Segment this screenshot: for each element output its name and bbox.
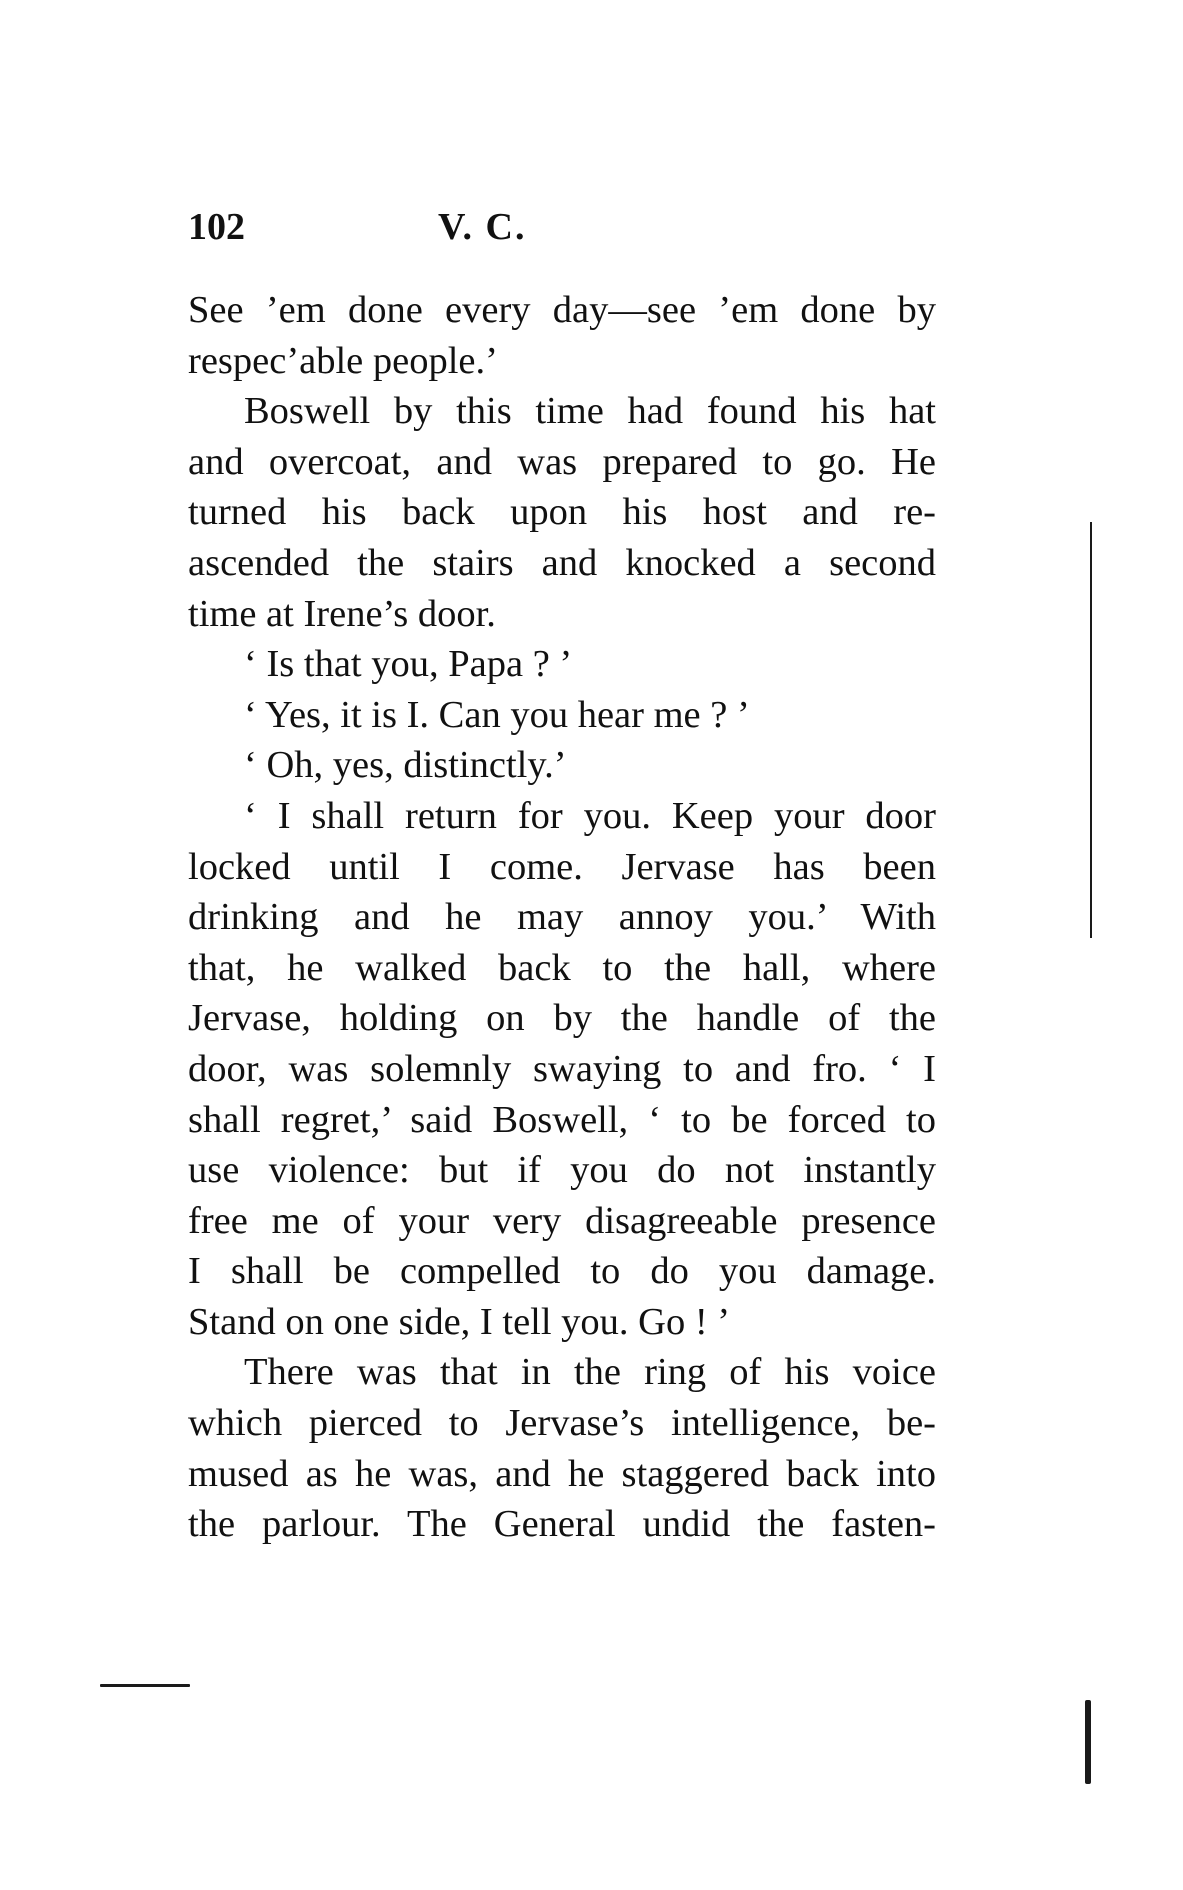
- margin-dash-mark: [100, 1684, 190, 1687]
- text-line: respec’able people.’: [188, 339, 498, 382]
- body-text: [188, 285, 936, 1550]
- page-header: [188, 205, 658, 255]
- text-line: mused as he was, and he staggered back into: [188, 1452, 936, 1495]
- text-line: turned his back upon his host and re-: [188, 491, 936, 534]
- text-line: ‘ I shall return for you. Keep your door: [244, 794, 936, 837]
- text-line: ascended the stairs and knocked a second: [188, 541, 936, 584]
- text-line: free me of your very disagreeable presence: [188, 1199, 936, 1242]
- text-line: There was that in the ring of his voice: [244, 1351, 936, 1394]
- text-line: See ’em done every day—see ’em done by: [188, 289, 936, 331]
- text-line: and overcoat, and was prepared to go. He: [188, 440, 936, 483]
- text-line: locked until I come. Jervase has been: [188, 845, 936, 888]
- text-line: Jervase, holding on by the handle of the: [188, 997, 936, 1040]
- text-line: ‘ Oh, yes, distinctly.’: [244, 744, 567, 787]
- text-line: ‘ Yes, it is I. Can you hear me ? ’: [244, 693, 750, 736]
- margin-bar-mark: [1085, 1700, 1091, 1784]
- text-line: use violence: but if you do not instantly: [188, 1149, 936, 1192]
- text-line: drinking and he may annoy you.’ With: [188, 896, 936, 939]
- text-line: door, was solemnly swaying to and fro. ‘ I: [188, 1047, 936, 1090]
- text-line: that, he walked back to the hall, where: [188, 946, 936, 989]
- running-title: V. C.: [438, 206, 527, 248]
- text-line: Boswell by this time had found his hat: [244, 390, 936, 433]
- text-line: which pierced to Jervase’s intelligence, be-: [188, 1402, 936, 1445]
- text-line: ‘ Is that you, Papa ? ’: [244, 643, 573, 686]
- text-line: I shall be compelled to do you damage.: [188, 1250, 936, 1293]
- page-number: 102: [188, 206, 245, 248]
- text-line: shall regret,’ said Boswell, ‘ to be forced to: [188, 1098, 936, 1141]
- text-line: time at Irene’s door.: [188, 592, 496, 635]
- margin-rule-mark: [1090, 522, 1092, 938]
- text-line: Stand on one side, I tell you. Go ! ’: [188, 1300, 731, 1343]
- text-line: the parlour. The General undid the fasten-: [188, 1503, 936, 1546]
